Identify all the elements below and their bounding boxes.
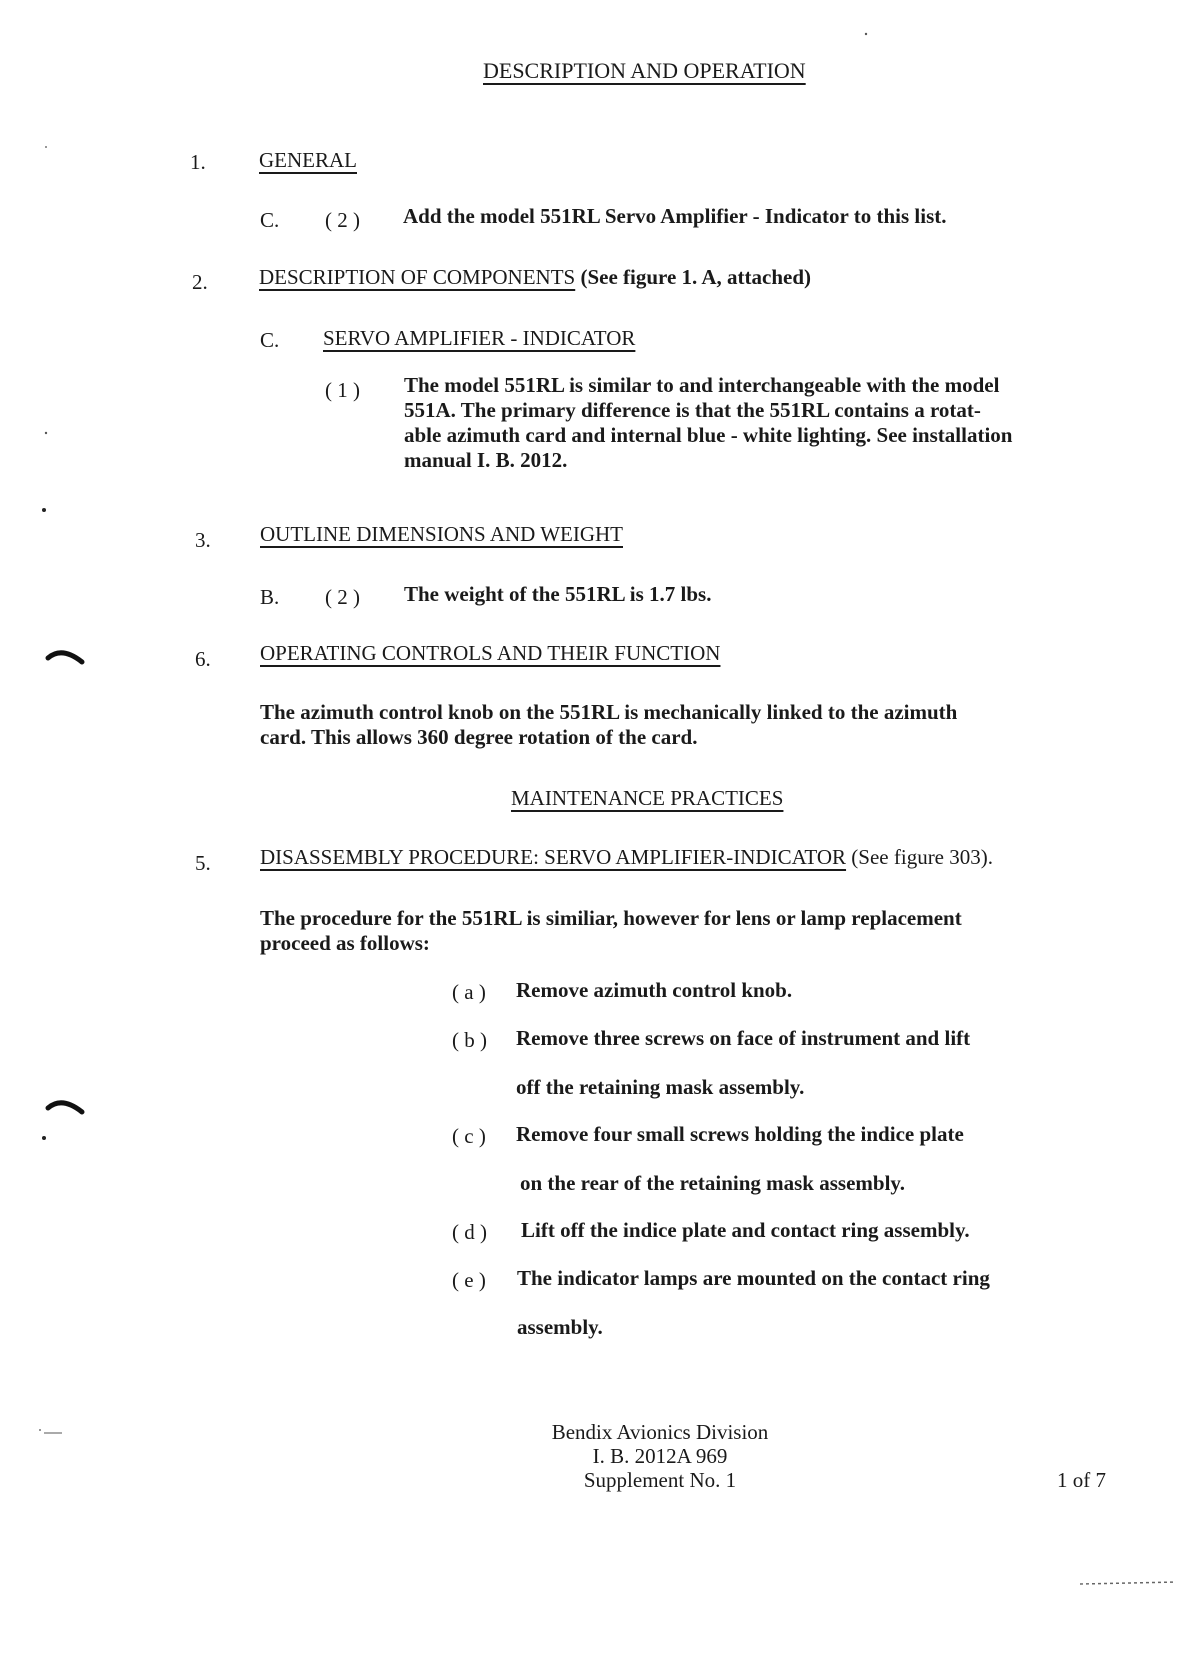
paragraph-line: The procedure for the 551RL is similiar, however for lens or lamp replacement xyxy=(260,906,962,930)
page-title: DESCRIPTION AND OPERATION xyxy=(483,58,806,83)
paragraph-line: proceed as follows: xyxy=(260,931,430,955)
footer-supplement: Supplement No. 1 xyxy=(583,1468,737,1492)
section-5-title: DISASSEMBLY PROCEDURE: SERVO AMPLIFIER-INDICATOR xyxy=(260,845,847,869)
paragraph-line: The azimuth control knob on the 551RL is mechanically linked to the azimuth xyxy=(260,700,958,724)
section-1-title: GENERAL xyxy=(259,148,357,172)
step-e-label: ( e ) xyxy=(452,1268,486,1292)
step-b-text: Remove three screws on face of instrument and lift xyxy=(516,1026,971,1050)
paragraph-line: able azimuth card and internal blue - white lighting. See installation xyxy=(404,423,1013,447)
section-2-title: DESCRIPTION OF COMPONENTS xyxy=(259,265,576,289)
section-3-title: OUTLINE DIMENSIONS AND WEIGHT xyxy=(260,522,623,546)
section-3-b-sub: ( 2 ) xyxy=(325,585,360,609)
step-b-label: ( b ) xyxy=(452,1028,487,1052)
section-1-c-label: C. xyxy=(260,208,280,232)
paragraph-line: manual I. B. 2012. xyxy=(404,448,568,472)
paragraph-line: 551A. The primary difference is that the 551RL contains a rotat- xyxy=(404,398,981,422)
section-1-c-text: Add the model 551RL Servo Amplifier - Indicator to this list. xyxy=(403,204,947,228)
step-b-text-cont: off the retaining mask assembly. xyxy=(516,1075,805,1099)
step-e-text-cont: assembly. xyxy=(517,1315,603,1339)
section-6-title: OPERATING CONTROLS AND THEIR FUNCTION xyxy=(260,641,721,665)
section-2-number: 2. xyxy=(192,270,208,294)
step-d-text: Lift off the indice plate and contact ring assembly. xyxy=(521,1218,970,1242)
page-number: 1 of 7 xyxy=(1057,1468,1106,1492)
section-1-number: 1. xyxy=(190,150,206,174)
section-3-b-label: B. xyxy=(260,585,280,609)
step-a-label: ( a ) xyxy=(452,980,486,1004)
section-3-b-text: The weight of the 551RL is 1.7 lbs. xyxy=(404,582,712,606)
section-3-number: 3. xyxy=(195,528,211,552)
step-e-text: The indicator lamps are mounted on the contact ring xyxy=(517,1266,990,1290)
section-2-item-label: ( 1 ) xyxy=(325,378,360,402)
step-d-label: ( d ) xyxy=(452,1220,487,1244)
maintenance-title: MAINTENANCE PRACTICES xyxy=(511,786,784,810)
paragraph-line: card. This allows 360 degree rotation of the card. xyxy=(260,725,698,749)
footer-company: Bendix Avionics Division xyxy=(551,1420,769,1444)
section-2-title-suffix: (See figure 1. A, attached) xyxy=(580,265,812,289)
step-c-label: ( c ) xyxy=(452,1124,486,1148)
section-2-c-label: C. xyxy=(260,328,280,352)
step-a-text: Remove azimuth control knob. xyxy=(516,978,793,1002)
section-1-c-sub: ( 2 ) xyxy=(325,208,360,232)
step-c-text: Remove four small screws holding the indice plate xyxy=(516,1122,964,1146)
section-5-number: 5. xyxy=(195,851,211,875)
section-5-title-suffix: (See figure 303). xyxy=(851,845,993,869)
section-2-c-title: SERVO AMPLIFIER - INDICATOR xyxy=(323,326,636,350)
step-c-text-cont: on the rear of the retaining mask assembly. xyxy=(520,1171,906,1195)
footer-doc-number: I. B. 2012A 969 xyxy=(592,1444,728,1468)
section-6-number: 6. xyxy=(195,647,211,671)
paragraph-line: The model 551RL is similar to and interchangeable with the model xyxy=(404,373,1000,397)
